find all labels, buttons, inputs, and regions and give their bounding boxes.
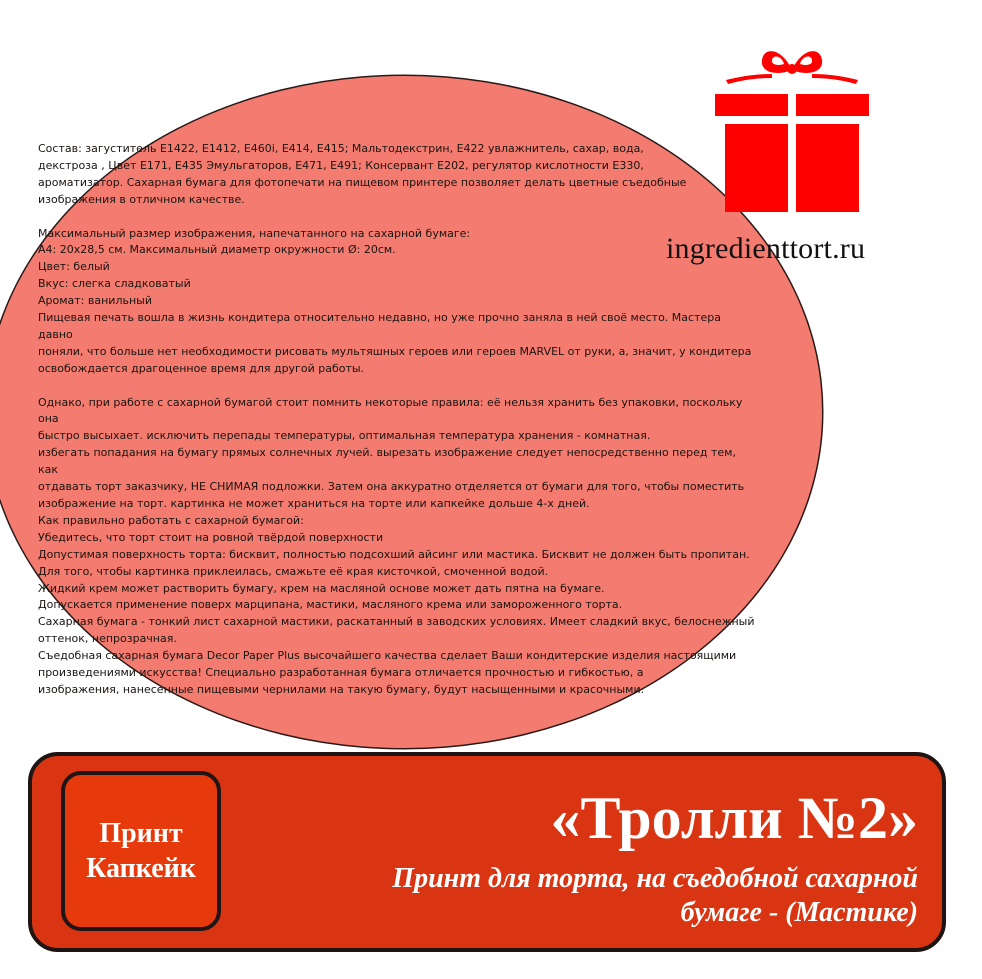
- description-line: ароматизатор. Сахарная бумага для фотопечати на пищевом принтере позволяет делать цветные съедобные: [38, 175, 687, 189]
- product-description: [38, 141, 758, 699]
- product-subtitle: [298, 862, 918, 930]
- description-line: Состав: загуститель Е1422, Е1412, Е460i, Е414, Е415; Мальтодекстрин, Е422 увлажнитель, сахар, вода,: [38, 142, 644, 155]
- description-line: изображение на торт. картинка не может храниться на торте или капкейке дольше 4-х дней.: [38, 497, 590, 510]
- description-line: Съедобная сахарная бумага Decor Paper Plus высочайшего качества сделает Ваши кондитерские изделия настоящими: [38, 649, 737, 663]
- description-line: быстро высыхает. исключить перепады температуры, оптимальная температура хранения - комнатная.: [38, 429, 651, 443]
- description-line: изображения в отличном качестве.: [38, 192, 245, 206]
- description-line: Максимальный размер изображения, напечатанного на сахарной бумаге:: [38, 226, 471, 240]
- description-line: Сахарная бумага - тонкий лист сахарной мастики, раскатанный в заводских условиях. Имеет сладкий вкус, белоснежный: [38, 615, 755, 629]
- description-line: произведениями искусства! Специально разработанная бумага отличается прочностью и гибкостью, а: [38, 666, 644, 680]
- site-name: ingredienttort.ru: [666, 232, 866, 265]
- description-line: Жидкий крем может растворить бумагу, крем на масляной основе может дать пятна на бумаге.: [38, 581, 605, 595]
- gift-icon: [712, 40, 872, 215]
- description-line: Цвет: белый: [38, 260, 110, 274]
- paragraph-gap: [38, 209, 758, 226]
- button-label-line1: Принт: [99, 817, 183, 849]
- description-line: отдавать торт заказчику, НЕ СНИМАЯ подложки. Затем она аккуратно отделяется от бумаги для того, чтобы поместить: [38, 480, 745, 494]
- description-line: поняли, что больше нет необходимости рисовать мультяшных героев или героев MARVEL от руки, а, значит, у кондитера: [38, 344, 752, 358]
- description-line: Для того, чтобы картинка приклеилась, смажьте её края кисточкой, смоченной водой.: [38, 564, 549, 578]
- product-title: «Тролли №2»: [550, 785, 918, 851]
- description-line: Допускается применение поверх марципана, мастики, масляного крема или замороженного торта.: [38, 598, 623, 612]
- description-line: декстроза , Цвет Е171, Е435 Эмульгаторов, Е471, Е491; Консервант Е202, регулятор кислотности Е330,: [38, 158, 644, 172]
- description-line: Однако, при работе с сахарной бумагой стоит помнить некоторые правила: её нельзя хранить без упаковки, поскольку она: [38, 395, 746, 426]
- description-line: Аромат: ванильный: [38, 294, 152, 308]
- paragraph-gap: [38, 378, 758, 395]
- button-label-line2: Капкейк: [86, 853, 196, 884]
- description-line: освобождается драгоценное время для другой работы.: [38, 361, 365, 375]
- description-line: избегать попадания на бумагу прямых солнечных лучей. вырезать изображение следует непосредственно перед тем, как: [38, 446, 740, 477]
- subtitle-line1: Принт для торта, на съедобной сахарной: [392, 863, 918, 894]
- description-line: изображения, нанесенные пищевыми чернилами на такую бумагу, будут насыщенными и красочными.: [38, 682, 645, 696]
- description-line: Убедитесь, что торт стоит на ровной твёрдой поверхности: [38, 530, 384, 544]
- print-cupcake-button[interactable]: [61, 771, 221, 931]
- description-line: Допустимая поверхность торта: бисквит, полностью подсохший айсинг или мастика. Бисквит не должен быть пропитан.: [38, 547, 750, 561]
- description-line: Вкус: слегка сладковатый: [38, 277, 191, 291]
- description-line: Как правильно работать с сахарной бумагой:: [38, 513, 304, 527]
- description-line: оттенок, непрозрачная.: [38, 632, 177, 646]
- description-line: Пищевая печать вошла в жизнь кондитера относительно недавно, но уже прочно заняла в ней своё место. Мастера давно: [38, 311, 725, 341]
- subtitle-line2: бумаге - (Мастике): [680, 897, 918, 928]
- description-line: А4: 20х28,5 см. Максимальный диаметр окружности Ø: 20см.: [38, 243, 396, 257]
